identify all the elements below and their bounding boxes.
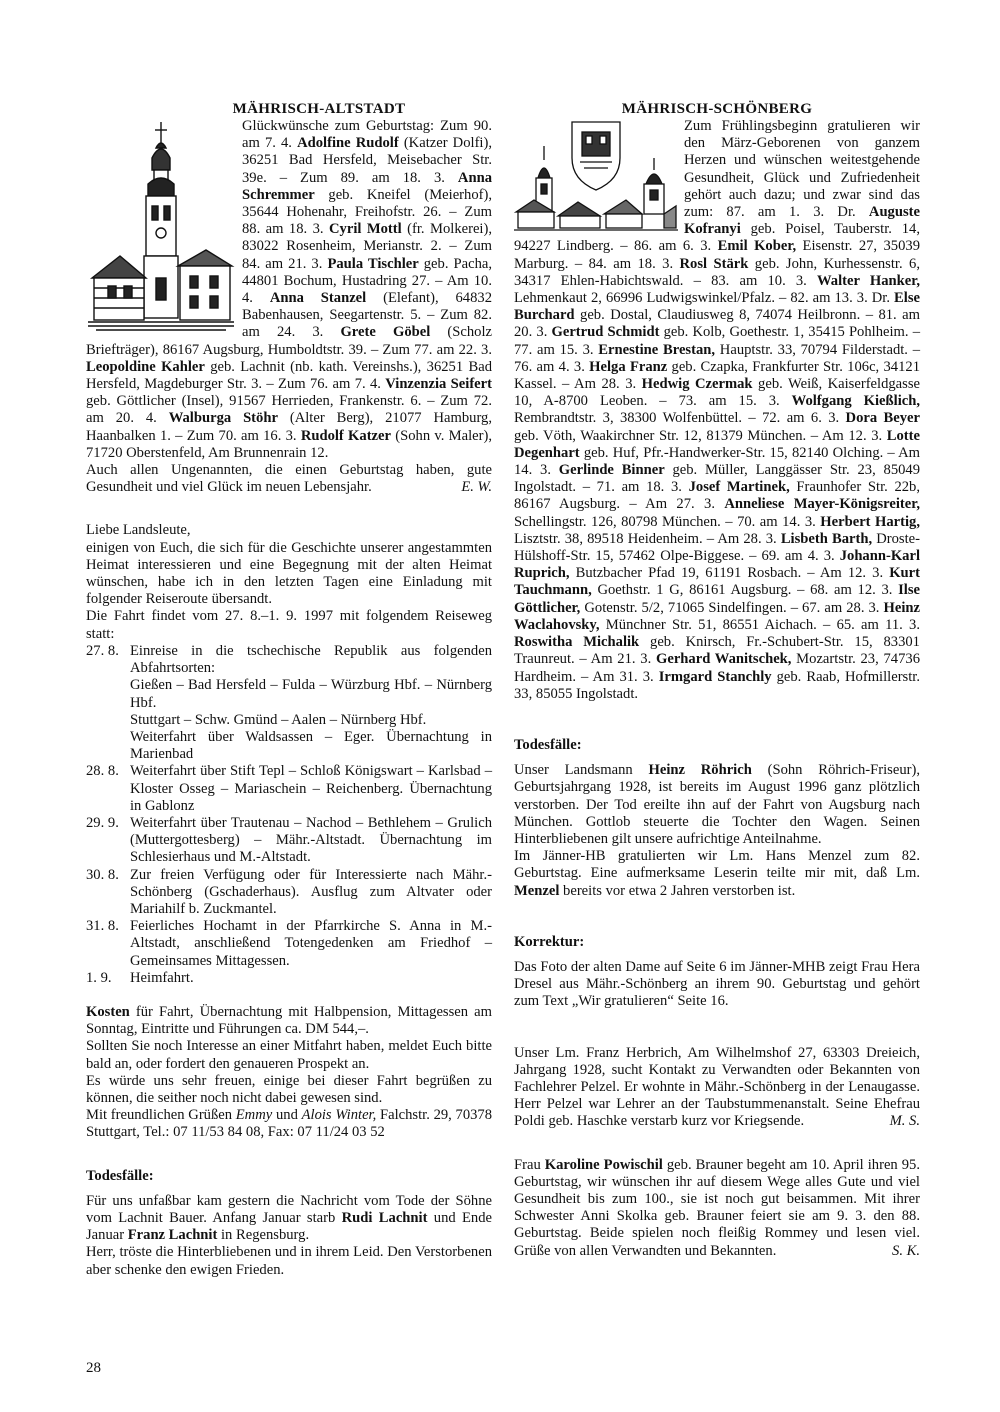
- celebrant-details: Mozartstr. 23, 74736 Hardheim. – Am 31. 3.: [514, 651, 920, 685]
- death-text: und Ende Januar: [86, 1209, 492, 1244]
- celebrant-name: Wolfgang Kießlich,: [791, 393, 920, 410]
- celebrant-name: Irmgard Stanchly: [658, 668, 772, 685]
- celebrant-details: (Scholz Briefträger), 86167 Augsburg, Humboldtstr. 39. – Zum 77. am 22. 3.: [86, 324, 493, 358]
- unnamed-wishes-text: Auch allen Ungenannten, die einen Geburtstag haben, gute Gesundheit und viel Glück im neuen Lebensjahr.: [86, 462, 492, 496]
- regards-text: und: [272, 1107, 302, 1124]
- celebrant-name: Herbert Hartig,: [820, 513, 921, 530]
- celebrant-name: Rudolf Katzer: [300, 427, 391, 444]
- celebrant-name: Walter Hanker,: [817, 272, 921, 289]
- itinerary-date: 27. 8.: [86, 642, 119, 659]
- church-tower-drawing: [86, 118, 236, 336]
- death-text: in Regensburg.: [217, 1227, 310, 1244]
- costs-text: für Fahrt, Übernachtung mit Halbpension, Mittagessen am Sonntag, Eintritte und Führungen ca. DM 544,–.: [86, 1003, 492, 1038]
- letter-greeting: Liebe Landsleute,: [86, 522, 191, 539]
- celebrant-details: geb. Weiß, Kaiserfeldgasse 10, A-8700 Leoben. – 73. am 15. 3.: [514, 376, 920, 410]
- itinerary-item: [86, 763, 492, 815]
- itinerary-text: Weiterfahrt über Stift Tepl – Schloß Königswart – Karlsbad – Kloster Osseg – Mariaschein – Reichenberg. Übernachtung in Gablonz: [130, 763, 492, 814]
- deceased-name: Franz Lachnit: [127, 1227, 218, 1244]
- celebrant-name: Anneliese Mayer-Königsreiter,: [724, 496, 920, 513]
- signature-ew: E. W.: [461, 479, 492, 496]
- celebrant-details: geb. John, Kurhessenstr. 6, 34317 Ehlen-Habichtswald. – 83. am 10. 3.: [514, 255, 920, 289]
- birthday-powischil: [514, 1157, 920, 1260]
- celebrant-details: geb. Kneifel (Meierhof), 35644 Hohenahr, Freihofstr. 26. – Zum 88. am 18. 3.: [242, 186, 492, 238]
- itinerary-date: 1. 9.: [86, 969, 112, 986]
- prayer: Herr, tröste die Hinterbliebenen und in ihrem Leid. Den Verstorbenen aber schenke den ewigen Frieden.: [86, 1244, 492, 1278]
- celebrant-details: (Katzer Dolfi), 36251 Bad Hersfeld, Meisebacher Str. 39e. – Zum 89. am 18. 3.: [242, 135, 492, 186]
- unnamed-wishes: [86, 462, 492, 496]
- celebrant-name: Hedwig Czermak: [641, 376, 753, 393]
- trip-itinerary: [86, 643, 492, 987]
- section-heading-correction: Korrektur:: [514, 933, 585, 950]
- celebrant-name: Johann-Karl Ruprich,: [514, 548, 920, 582]
- celebrant-details: Gotenstr. 5/2, 71065 Sindelfingen. – 67. am 28. 3.: [580, 599, 884, 616]
- itinerary-text: Weiterfahrt über Trautenau – Nachod – Bethlehem – Grulich (Muttergottesberg) – Mähr.-Altstadt. Übernachtung im Schlesierhaus und M.-Altstadt.: [130, 814, 492, 866]
- itinerary-text: Zur freien Verfügung oder für Interessierte nach Mähr.-Schönberg (Gschaderhaus). Ausflug zum Altvater oder Mariahilf b. Zuckmantel.: [130, 866, 492, 917]
- letter-paragraph: Die Fahrt findet vom 27. 8.–1. 9. 1997 mit folgendem Reiseweg statt:: [86, 608, 492, 642]
- celebrant-name: Adolfine Rudolf: [297, 135, 399, 152]
- celebrant-details: Hauptstr. 33, 70794 Filderstadt. – 76. am 4. 3.: [514, 341, 920, 375]
- celebrant-name: Leopoldine Kahler: [86, 358, 205, 375]
- itinerary-item: [86, 970, 492, 987]
- page-number: 28: [86, 1360, 101, 1376]
- itinerary-date: 29. 9.: [86, 814, 119, 831]
- celebrant-name: Lotte Degenhart: [514, 427, 920, 461]
- menzel-text: bereits vor etwa 2 Jahren verstorben ist.: [559, 882, 796, 899]
- celebrant-name: Kurt Tauchmann,: [514, 565, 920, 599]
- deceased-name: Heinz Röhrich: [648, 762, 752, 779]
- death-notice-roehrich: [514, 762, 920, 848]
- celebrant-name: Ilse Göttlicher,: [514, 582, 920, 616]
- celebrant-name: Else Burchard: [514, 290, 920, 324]
- contact-search-text: Unser Lm. Franz Herbrich, Am Wilhelmshof 27, 63303 Dreieich, Jahrgang 1928, sucht Kontakt zu Verwandten oder Bekannten von Fachlehrer Pelzel. Er wohnte in Mähr.-Schönberg in der Lenaugasse. Herr Pelzel war Lehrer an der Taubstummenanstalt. Seine Ehefrau Poldi geb. Haschke verstarb kurz vor Kriegsende.: [514, 1044, 920, 1130]
- celebrant-name: Emil Kober,: [717, 238, 797, 255]
- celebrant-details: (Sohn v. Maler), 71720 Oberstenfeld, Am Brunnenrain 12.: [86, 427, 492, 461]
- town-coat-of-arms-illustration: [514, 118, 678, 233]
- celebrant-details: Butzbacher Pfad 19, 61191 Rosbach. – Am 12. 3.: [569, 565, 890, 582]
- right-column: [514, 100, 920, 1260]
- welcome-note: Es würde uns sehr freuen, einige bei dieser Fahrt begrüßen zu können, die seither noch nicht dabei gewesen sind.: [86, 1072, 492, 1106]
- church-tower-illustration: [86, 118, 236, 336]
- regards-name: Emmy: [235, 1107, 273, 1124]
- birthday-intro: Zum Frühlingsbeginn gratulieren wir den März-Geborenen von ganzem Herzen und wünschen weitestgehende Gesundheit, Glück und Zufriedenheit gehört auch dazu; und zwar sind das zum: 87. am 1. 3. Dr.: [684, 118, 920, 221]
- celebrant-details: Lisztstr. 38, 89518 Heidenheim. – Am 28. 3.: [514, 530, 781, 547]
- celebrant-details: geb. Knirsch, Fr.-Schubert-Str. 15, 83301 Traunreut. – Am 21. 3.: [514, 634, 920, 668]
- letter-paragraph: einigen von Euch, die sich für die Geschichte unserer angestammten Heimat interessieren und eine Begegnung mit der alten Heimat wünschen, habe ich in den letzten Tagen eine Einladung mit folgender Reiseroute übersandt.: [86, 539, 492, 608]
- celebrant-name: Ernestine Brestan,: [598, 341, 716, 358]
- celebrant-name: Paula Tischler: [327, 255, 419, 272]
- death-notice-lachnit: [86, 1193, 492, 1245]
- celebrant-details: (fr. Molkerei), 83022 Rosenheim, Merianstr. 2. – Zum 84. am 21. 3.: [242, 221, 492, 272]
- celebrant-details: geb. Vöth, Waakirchner Str. 12, 81379 München. – Am 12. 3.: [514, 427, 887, 444]
- itinerary-text: Einreise in die tschechische Republik aus folgenden Abfahrtsorten:: [130, 642, 492, 677]
- celebrant-name: Lisbeth Barth,: [780, 530, 873, 547]
- celebrant-name: Helga Franz: [589, 358, 668, 375]
- celebrant-name: Rosl Stärk: [679, 255, 749, 272]
- itinerary-item: [86, 815, 492, 867]
- celebrant-details: geb. Dostal, Claudiusweg 8, 74074 Heilbronn. – 81. am 20. 3.: [514, 307, 920, 341]
- correction-text: Das Foto der alten Dame auf Seite 6 im Jänner-MHB zeigt Frau Hera Dresel aus Mähr.-Schönberg an ihrem 90. Geburtstag und gehört zum Text „Wir gratulieren“ Seite 16.: [514, 958, 920, 1010]
- celebrant-details: Eisenstr. 27, 35039 Marburg. – 84. am 18. 3.: [514, 238, 920, 272]
- celebrant-name: Walburga Stöhr: [168, 410, 278, 427]
- celebrant-details: geb. Müller, Langgässer Str. 23, 85049 Ingolstadt. – 71. am 18. 3.: [514, 462, 921, 496]
- celebrant-details: geb. Göttlicher (Insel), 91567 Herrieden, Frankenstr. 6. – Zum 72. am 20. 4.: [86, 393, 492, 427]
- regards-name: Alois Winter,: [301, 1107, 377, 1124]
- itinerary-date: 30. 8.: [86, 866, 119, 883]
- celebrant-name: Josef Martinek,: [688, 479, 790, 496]
- signature-sk: S. K.: [892, 1242, 920, 1259]
- celebrant-name: Cyril Mottl: [329, 221, 402, 238]
- deceased-name: Menzel: [514, 882, 560, 899]
- left-column: [86, 100, 492, 1279]
- celebrant-name: Gerlinde Binner: [558, 462, 665, 479]
- celebrant-details: geb. Kolb, Goethestr. 1, 35415 Pohlheim. – 77. am 15. 3.: [514, 324, 920, 358]
- celebrant-details: geb. Czapka, Frankfurter Str. 106c, 34121 Kassel. – Am 28. 3.: [514, 358, 920, 393]
- celebrant-name: Grete Göbel: [340, 324, 431, 341]
- itinerary-subtext: Weiterfahrt über Waldsassen – Eger. Übernachtung in Marienbad: [130, 728, 492, 763]
- itinerary-item: [86, 867, 492, 919]
- regards: [86, 1107, 492, 1141]
- itinerary-text: Heimfahrt.: [130, 969, 194, 986]
- death-text: Für uns unfaßbar kam gestern die Nachricht vom Tode der Söhne vom Lachnit Bauer. Anfang Januar starb: [86, 1192, 492, 1226]
- celebrant-details: (Elefant), 64832 Babenhausen, Seegartenstr. 5. – Zum 82. am 24. 3.: [242, 290, 492, 341]
- section-heading-deaths-left: Todesfälle:: [86, 1167, 154, 1184]
- interest-note: Sollten Sie noch Interesse an einer Mitfahrt haben, meldet Euch bitte bald an, oder fordert den genaueren Prospekt an.: [86, 1038, 492, 1072]
- regards-address: Falchstr. 29, 70378 Stuttgart, Tel.: 07 11/53 84 08, Fax: 07 11/24 03 52: [86, 1107, 493, 1141]
- regards-text: Mit freundlichen Grüßen: [86, 1107, 236, 1124]
- celebrant-name: Gerhard Wanitschek,: [656, 651, 792, 668]
- celebrant-details: Schellingstr. 126, 80798 München. – 70. am 14. 3.: [514, 513, 821, 530]
- contact-search-herbrich: [514, 1045, 920, 1131]
- celebrant-name: Dora Beyer: [845, 410, 920, 427]
- celebrant-details: geb. Poisel, Tauberstr. 14, 94227 Lindberg. – 86. am 6. 3.: [514, 221, 920, 255]
- itinerary-item: [86, 643, 492, 763]
- deceased-name: Rudi Lachnit: [341, 1209, 428, 1226]
- trip-costs: [86, 1004, 492, 1038]
- itinerary-text: Feierliches Hochamt in der Pfarrkirche S. Anna in M.-Altstadt, anschließend Totengedenken am Friedhof – Gemeinsames Mittagessen.: [130, 918, 492, 969]
- itinerary-date: 31. 8.: [86, 918, 119, 935]
- celebrant-details: Fraunhofer Str. 22b, 86167 Augsburg. – Am 27. 3.: [514, 479, 920, 513]
- celebrant-name: Auguste Kofranyi: [684, 204, 920, 238]
- celebrant-details: geb. Pacha, 44801 Bochum, Hustadring 27. – Am 10. 4.: [242, 255, 492, 307]
- menzel-notice: [514, 848, 920, 900]
- itinerary-item: [86, 918, 492, 970]
- celebrant-details: geb. Raab, Hofmillerstr. 33, 85055 Ingolstadt.: [514, 668, 920, 702]
- powischil-text: Frau: [514, 1156, 545, 1173]
- itinerary-date: 28. 8.: [86, 763, 119, 780]
- celebrant-details: Rembrandtstr. 3, 38300 Wolfenbüttel. – 72. am 6. 3.: [514, 410, 846, 427]
- celebrant-name: Gertrud Schmidt: [551, 324, 660, 341]
- section-title-schoenberg: MÄHRISCH-SCHÖNBERG: [621, 101, 813, 117]
- celebrant-details: geb. Huf, Pfr.-Handwerker-Str. 15, 82140 Olching. – Am 14. 3.: [514, 444, 920, 479]
- celebrant-name: Roswitha Michalik: [514, 634, 640, 651]
- birthday-intro: Glückwünsche zum Geburtstag: Zum 90. am 7. 4.: [242, 118, 492, 152]
- celebrant-name: Karoline Powischil: [544, 1156, 663, 1173]
- coat-of-arms-drawing: [514, 118, 678, 233]
- signature-ms: M. S.: [889, 1113, 920, 1130]
- itinerary-subtext: Stuttgart – Schw. Gmünd – Aalen – Nürnberg Hbf.: [130, 711, 427, 728]
- celebrant-details: Münchner Str. 51, 86551 Aichach. – 65. am 11. 3.: [599, 616, 920, 633]
- costs-label: Kosten: [86, 1003, 130, 1020]
- celebrant-name: Anna Schremmer: [242, 169, 492, 203]
- celebrant-details: Goethstr. 1 G, 86161 Augsburg. – 68. am 12. 3.: [591, 582, 899, 599]
- section-heading-deaths-right: Todesfälle:: [514, 736, 582, 753]
- celebrant-details: (Alter Berg), 21077 Hamburg, Haanbalken 1. – Zum 70. am 16. 3.: [86, 410, 492, 444]
- powischil-text: geb. Brauner begeht am 10. April ihren 95. Geburtstag, wir wünschen ihr auf diesem Wege alles Gute und viel Gesundheit bis zum 100., sie ist noch gut beisammen. Mit ihrer Schwester Anni Skolka geb. Brauner feiert sie am 9. 3. den 88. Geburtstag. Beide spielen noch fleißig Rommey und lesen viel. Grüße von allen Verwandten und Bekannten.: [514, 1156, 920, 1259]
- celebrant-details: Lehmenkaut 2, 66996 Ludwigswinkel/Pfalz. – 82. am 13. 3. Dr.: [514, 290, 895, 307]
- menzel-text: Im Jänner-HB gratulierten wir Lm. Hans Menzel zum 82. Geburtstag. Eine aufmerksame Leserin teilte mir mit, daß Lm.: [514, 848, 920, 882]
- section-title-altstadt: MÄHRISCH-ALTSTADT: [232, 101, 406, 117]
- celebrant-details: Droste-Hülshoff-Str. 15, 57462 Olpe-Biggese. – 69. am 4. 3.: [514, 530, 920, 565]
- celebrant-details: geb. Lachnit (nb. kath. Vereinshs.), 36251 Bad Hersfeld, Magdeburger Str. 3. – Zum 76. am 7. 4.: [86, 358, 492, 393]
- death-text: Unser Landsmann: [514, 762, 649, 779]
- celebrant-name: Anna Stanzel: [269, 290, 367, 307]
- celebrant-name: Vinzenzia Seifert: [385, 376, 492, 393]
- death-text: (Sohn Röhrich-Friseur), Geburtsjahrgang 1928, ist bereits im August 1996 ganz plötzlich verstorben. Der Tod ereilte ihn auf der Fahrt von Augsburg nach München. Gottlob steuerte die Tochter den Wagen. Seinen Hinterbliebenen gilt unsere aufrichtige Anteilnahme.: [514, 762, 920, 847]
- itinerary-subtext: Gießen – Bad Hersfeld – Fulda – Würzburg Hbf. – Nürnberg Hbf.: [130, 677, 492, 711]
- celebrant-name: Heinz Waclahovsky,: [514, 599, 920, 633]
